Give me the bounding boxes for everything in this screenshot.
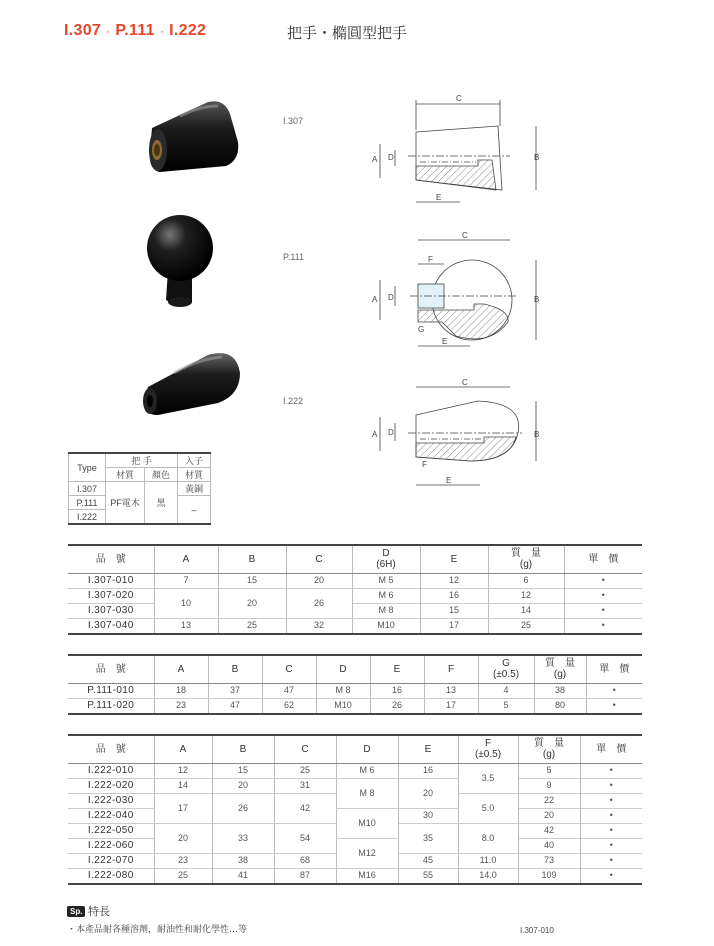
table-row — [68, 698, 642, 714]
e-cell: 35 — [398, 823, 458, 853]
code-cell: P.111-010 — [68, 683, 154, 698]
features-title: 特長 — [88, 905, 110, 918]
a-cell: 20 — [154, 823, 212, 853]
price-cell: • — [580, 793, 642, 808]
price-cell: • — [580, 823, 642, 838]
col-b: B — [212, 735, 274, 763]
mass-cell: 73 — [518, 853, 580, 868]
table-row — [68, 683, 642, 698]
type-cell: I.222 — [69, 510, 106, 525]
f-cell: 14.0 — [458, 868, 518, 884]
a-cell: 13 — [154, 618, 218, 634]
col-price: 單 價 — [586, 655, 642, 683]
price-cell: • — [580, 778, 642, 793]
c-cell: 20 — [286, 573, 352, 588]
drawing-i307 — [360, 90, 560, 210]
dim-a: A — [372, 155, 378, 164]
col-a: A — [154, 655, 208, 683]
code-cell: I.222-080 — [68, 868, 154, 884]
b-cell: 33 — [212, 823, 274, 853]
mass-cell: 38 — [534, 683, 586, 698]
col-code: 品 號 — [68, 545, 154, 573]
price-cell: • — [586, 683, 642, 698]
d-cell: M 6 — [336, 763, 398, 778]
mass-cell: 42 — [518, 823, 580, 838]
e-cell: 45 — [398, 853, 458, 868]
handle-material-cell: PF電木 — [106, 482, 145, 525]
code-i307: I.307 — [64, 22, 102, 39]
mass-cell: 20 — [518, 808, 580, 823]
e-cell: 12 — [420, 573, 488, 588]
col-price: 單 價 — [580, 735, 642, 763]
col-f-sub: (±0.5) — [474, 749, 502, 761]
mass-cell: 9 — [518, 778, 580, 793]
table-row — [68, 618, 642, 634]
b-cell: 15 — [218, 573, 286, 588]
b-cell: 20 — [212, 778, 274, 793]
col-f-label: F — [484, 738, 492, 750]
mass-cell: 22 — [518, 793, 580, 808]
col-mass-label: 質 量 — [511, 548, 541, 560]
dim-d: D — [388, 293, 394, 302]
code-cell: I.222-060 — [68, 838, 154, 853]
mass-cell: 80 — [534, 698, 586, 714]
code-cell: I.222-020 — [68, 778, 154, 793]
price-cell: • — [564, 588, 642, 603]
f-cell: 3.5 — [458, 763, 518, 793]
col-e: E — [420, 545, 488, 573]
col-d: D — [336, 735, 398, 763]
col-c: C — [286, 545, 352, 573]
a-cell: 25 — [154, 868, 212, 884]
type-header: Type — [69, 453, 106, 482]
b-cell: 15 — [212, 763, 274, 778]
drawing-i222 — [360, 375, 560, 495]
code-cell: I.307-010 — [68, 573, 154, 588]
f-cell: 13 — [424, 683, 478, 698]
dim-d: D — [388, 153, 394, 162]
col-mass-sub: (g) — [519, 559, 533, 571]
type-cell: I.307 — [69, 482, 106, 496]
mass-cell: 12 — [488, 588, 564, 603]
code-cell: I.307-020 — [68, 588, 154, 603]
col-a: A — [154, 545, 218, 573]
price-cell: • — [564, 618, 642, 634]
col-f — [458, 735, 518, 763]
e-cell: 30 — [398, 808, 458, 823]
e-cell: 17 — [420, 618, 488, 634]
col-d-label: D — [382, 548, 390, 560]
insert-cell: – — [178, 496, 211, 525]
price-cell: • — [580, 868, 642, 884]
a-cell: 17 — [154, 793, 212, 823]
code-cell: I.222-070 — [68, 853, 154, 868]
mass-cell: 6 — [488, 573, 564, 588]
a-cell: 12 — [154, 763, 212, 778]
product-label-p111: P.111 — [283, 252, 305, 262]
spec-table-i222 — [68, 734, 642, 885]
col-d: D — [316, 655, 370, 683]
col-c: C — [274, 735, 336, 763]
col-b: B — [218, 545, 286, 573]
col-price: 單 價 — [564, 545, 642, 573]
c-cell: 87 — [274, 868, 336, 884]
table-row — [68, 763, 642, 778]
dim-a: A — [372, 430, 378, 439]
table-row — [68, 778, 642, 793]
spec-table-p111 — [68, 654, 642, 715]
code-i222: I.222 — [169, 22, 207, 39]
separator: · — [106, 24, 111, 38]
code-cell: P.111-020 — [68, 698, 154, 714]
c-cell: 31 — [274, 778, 336, 793]
col-mass — [488, 545, 564, 573]
page-title: 把手・橢圓型把手 — [287, 24, 408, 42]
price-cell: • — [564, 603, 642, 618]
a-cell: 7 — [154, 573, 218, 588]
c-cell: 32 — [286, 618, 352, 634]
col-d — [352, 545, 420, 573]
d-cell: M16 — [336, 868, 398, 884]
c-cell: 62 — [262, 698, 316, 714]
product-photo-p111 — [140, 208, 230, 314]
separator: · — [159, 24, 165, 38]
price-cell: • — [580, 763, 642, 778]
handle-color-cell: 黑 — [145, 482, 178, 525]
price-cell: • — [580, 853, 642, 868]
dim-e: E — [436, 193, 442, 202]
col-f: F — [424, 655, 478, 683]
f-cell: 5.0 — [458, 793, 518, 823]
e-cell: 16 — [420, 588, 488, 603]
mass-cell: 109 — [518, 868, 580, 884]
a-cell: 23 — [154, 698, 208, 714]
d-cell: M10 — [316, 698, 370, 714]
col-mass-label: 質 量 — [534, 738, 564, 750]
spec-table-i307 — [68, 544, 642, 635]
e-cell: 26 — [370, 698, 424, 714]
series-codes — [64, 22, 206, 40]
price-cell: • — [586, 698, 642, 714]
mass-cell: 5 — [518, 763, 580, 778]
dim-f: F — [428, 255, 433, 264]
material-table — [68, 452, 211, 525]
a-cell: 23 — [154, 853, 212, 868]
table-row — [68, 868, 642, 884]
code-cell: I.307-040 — [68, 618, 154, 634]
d-cell: M10 — [336, 808, 398, 838]
code-cell: I.222-010 — [68, 763, 154, 778]
code-cell: I.222-040 — [68, 808, 154, 823]
dim-d: D — [388, 428, 394, 437]
e-cell: 16 — [398, 763, 458, 778]
price-cell: • — [580, 808, 642, 823]
f-cell: 17 — [424, 698, 478, 714]
dim-c: C — [462, 231, 468, 240]
e-cell: 15 — [420, 603, 488, 618]
c-cell: 47 — [262, 683, 316, 698]
insert-material-header: 材質 — [178, 468, 211, 482]
dim-b: B — [534, 295, 540, 304]
col-a: A — [154, 735, 212, 763]
f-cell: 8.0 — [458, 823, 518, 853]
product-photo-i222 — [136, 345, 246, 425]
dim-e: E — [446, 476, 452, 485]
c-cell: 25 — [274, 763, 336, 778]
mass-cell: 40 — [518, 838, 580, 853]
g-cell: 4 — [478, 683, 534, 698]
col-code: 品 號 — [68, 655, 154, 683]
type-cell: P.111 — [69, 496, 106, 510]
code-cell: I.222-050 — [68, 823, 154, 838]
d-cell: M 8 — [336, 778, 398, 808]
color-header: 顏色 — [145, 468, 178, 482]
code-p111: P.111 — [115, 22, 155, 39]
col-e: E — [398, 735, 458, 763]
mass-cell: 14 — [488, 603, 564, 618]
c-cell: 54 — [274, 823, 336, 853]
dim-c: C — [462, 378, 468, 387]
b-cell: 38 — [212, 853, 274, 868]
col-g-label: G — [502, 658, 510, 670]
table-row — [68, 573, 642, 588]
c-cell: 68 — [274, 853, 336, 868]
d-cell: M 6 — [352, 588, 420, 603]
price-cell: • — [580, 838, 642, 853]
product-label-i222: I.222 — [283, 396, 304, 406]
d-cell: M12 — [336, 838, 398, 868]
b-cell: 37 — [208, 683, 262, 698]
g-cell: 5 — [478, 698, 534, 714]
col-g — [478, 655, 534, 683]
col-mass-label: 質 量 — [545, 658, 575, 670]
dim-c: C — [456, 94, 462, 103]
drawing-p111 — [360, 230, 560, 355]
a-cell: 14 — [154, 778, 212, 793]
col-mass — [518, 735, 580, 763]
f-cell: 11.0 — [458, 853, 518, 868]
col-e: E — [370, 655, 424, 683]
dim-b: B — [534, 430, 540, 439]
footer-code: I.307-010 — [520, 926, 554, 935]
dim-b: B — [534, 153, 540, 162]
dim-f: F — [422, 460, 427, 469]
c-cell: 42 — [274, 793, 336, 823]
features-badge: Sp. — [67, 906, 85, 917]
dim-a: A — [372, 295, 378, 304]
table-row — [68, 588, 642, 603]
a-cell: 18 — [154, 683, 208, 698]
insert-cell: 黃銅 — [178, 482, 211, 496]
c-cell: 26 — [286, 588, 352, 618]
b-cell: 20 — [218, 588, 286, 618]
product-label-i307: I.307 — [283, 116, 304, 126]
dim-g: G — [418, 325, 425, 334]
price-cell: • — [564, 573, 642, 588]
col-mass-sub: (g) — [542, 749, 556, 761]
material-header: 材質 — [106, 468, 145, 482]
insert-header: 入子 — [178, 453, 211, 468]
col-mass-sub: (g) — [553, 669, 567, 681]
col-d-sub: (6H) — [376, 559, 396, 571]
col-b: B — [208, 655, 262, 683]
features-text: ・本產品耐各種溶劑，耐油性和耐化學性…等 — [67, 925, 248, 935]
b-cell: 25 — [218, 618, 286, 634]
col-code: 品 號 — [68, 735, 154, 763]
b-cell: 26 — [212, 793, 274, 823]
dim-e: E — [442, 337, 448, 346]
d-cell: M 8 — [352, 603, 420, 618]
d-cell: M 5 — [352, 573, 420, 588]
e-cell: 55 — [398, 868, 458, 884]
b-cell: 41 — [212, 868, 274, 884]
a-cell: 10 — [154, 588, 218, 618]
d-cell: M 8 — [316, 683, 370, 698]
code-cell: I.307-030 — [68, 603, 154, 618]
e-cell: 20 — [398, 778, 458, 808]
b-cell: 47 — [208, 698, 262, 714]
e-cell: 16 — [370, 683, 424, 698]
d-cell: M10 — [352, 618, 420, 634]
col-c: C — [262, 655, 316, 683]
product-photo-i307 — [140, 90, 250, 180]
handle-header: 把 手 — [106, 453, 178, 468]
mass-cell: 25 — [488, 618, 564, 634]
code-cell: I.222-030 — [68, 793, 154, 808]
col-g-sub: (±0.5) — [492, 669, 520, 681]
col-mass — [534, 655, 586, 683]
